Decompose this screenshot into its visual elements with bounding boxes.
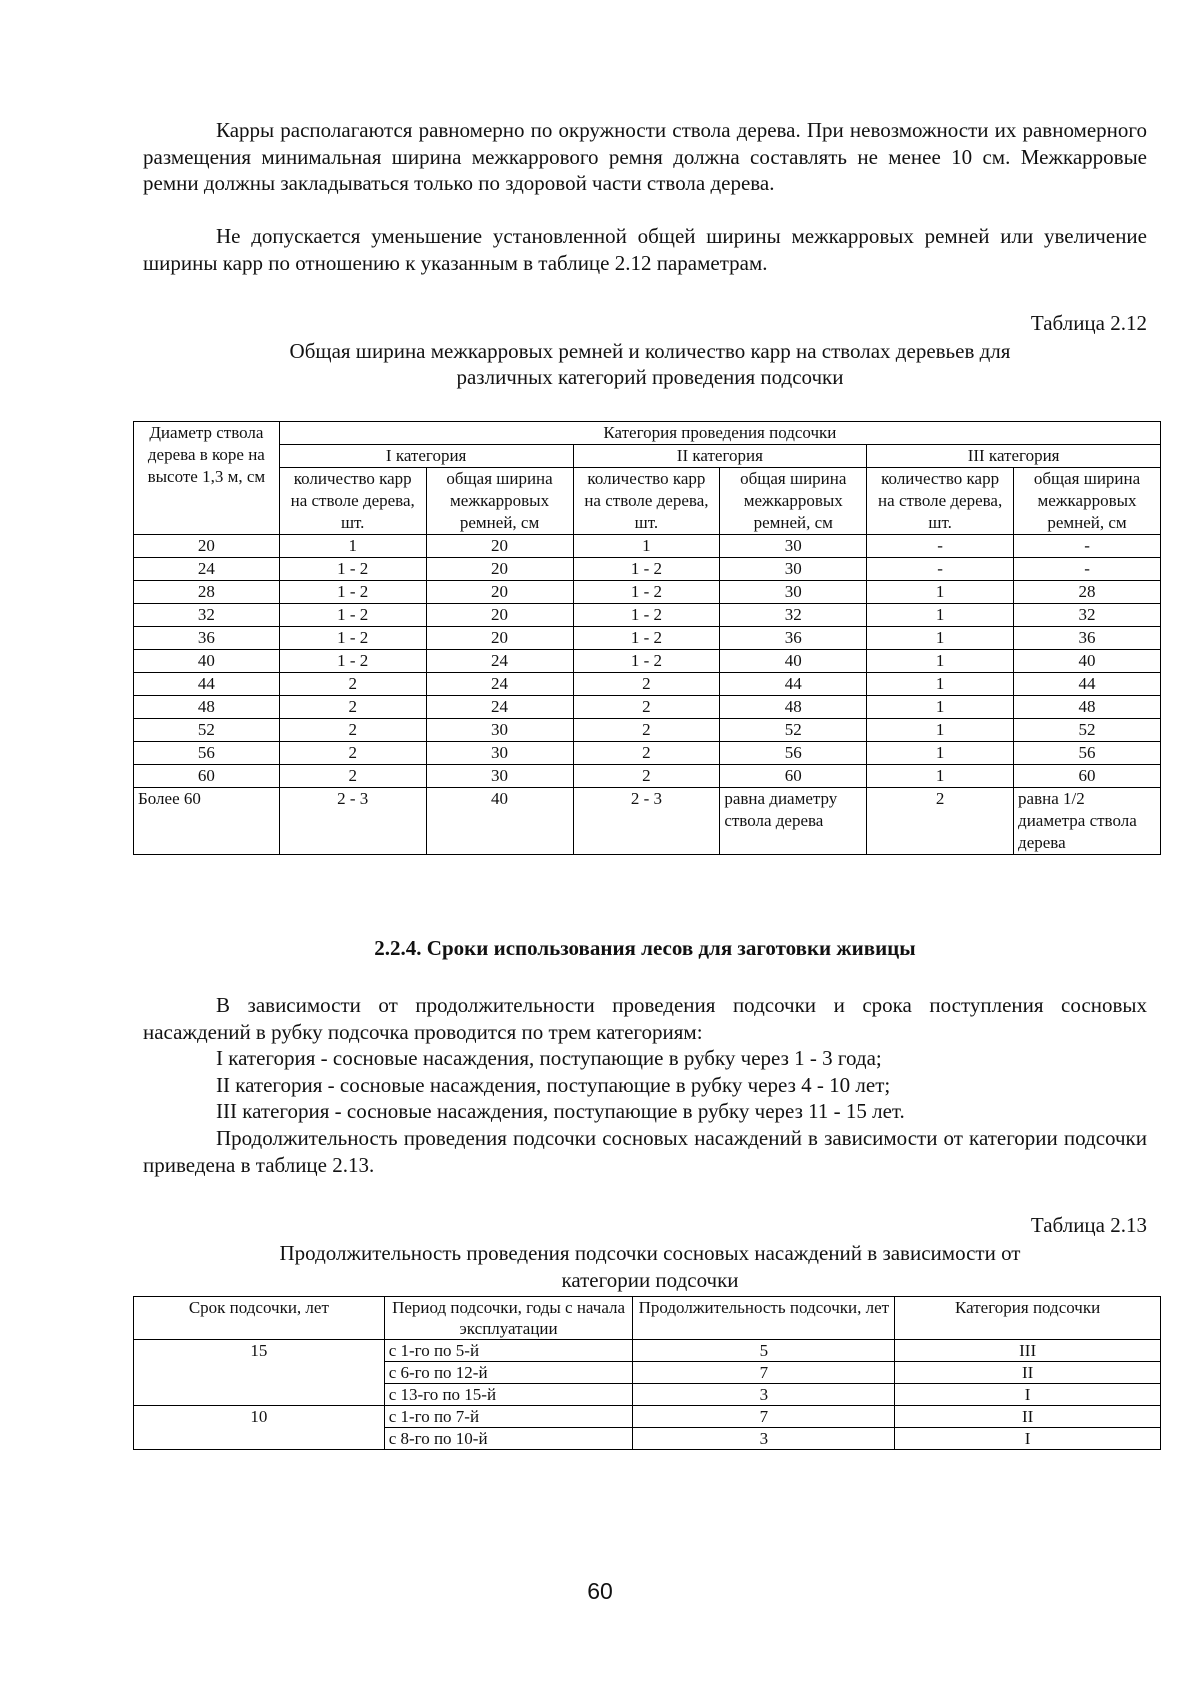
value-cell: - — [867, 535, 1014, 558]
value-cell: 1 — [867, 581, 1014, 604]
diameter-cell: 20 — [134, 535, 280, 558]
value-cell: 2 — [867, 788, 1014, 855]
value-cell: 30 — [426, 719, 573, 742]
value-cell: 60 — [1014, 765, 1161, 788]
header-category-2: II категория — [573, 445, 867, 468]
term-cell: 15 — [134, 1340, 385, 1406]
diameter-cell: 44 — [134, 673, 280, 696]
value-cell: 24 — [426, 673, 573, 696]
value-cell: 1 — [867, 696, 1014, 719]
table-2-13-body — [134, 1340, 1161, 1450]
table-2-12-caption-line-1: Общая ширина межкарровых ремней и количество карр на стволах деревьев для — [289, 339, 1011, 363]
section-heading: 2.2.4. Сроки использования лесов для заготовки живицы — [374, 936, 916, 960]
duration-cell: 7 — [633, 1362, 895, 1384]
diameter-cell: 60 — [134, 765, 280, 788]
paragraph-category-1: I категория - сосновые насаждения, поступающие в рубку через 1 - 3 года; — [216, 1046, 882, 1070]
table-2-13-caption-line-1: Продолжительность проведения подсочки сосновых насаждений в зависимости от — [279, 1241, 1021, 1265]
value-cell: 20 — [426, 627, 573, 650]
diameter-cell: 48 — [134, 696, 280, 719]
subheader-width: общая ширина межкарровых ремней, см — [1014, 468, 1161, 535]
table-row — [134, 673, 1161, 696]
category-cell: I — [895, 1384, 1161, 1406]
table-row — [134, 719, 1161, 742]
header-category-3: III категория — [867, 445, 1161, 468]
diameter-cell: 52 — [134, 719, 280, 742]
table-2-12 — [133, 421, 1161, 855]
subheader-count: количество карр на стволе дерева, шт. — [279, 468, 426, 535]
duration-cell: 3 — [633, 1428, 895, 1450]
value-cell: 1 — [867, 719, 1014, 742]
value-cell: 1 - 2 — [573, 604, 720, 627]
value-cell: 56 — [1014, 742, 1161, 765]
value-cell: 30 — [426, 742, 573, 765]
value-cell: 2 — [279, 673, 426, 696]
value-cell: 1 — [867, 604, 1014, 627]
page-number: 60 — [587, 1578, 613, 1604]
subheader-width: общая ширина межкарровых ремней, см — [426, 468, 573, 535]
value-cell: 56 — [720, 742, 867, 765]
paragraph-4: Продолжительность проведения подсочки сосновых насаждений в зависимости от категории подсочки приведена в таблице 2.13. — [143, 1126, 1147, 1177]
value-cell: 2 - 3 — [279, 788, 426, 855]
table-row — [134, 765, 1161, 788]
value-cell: 30 — [720, 581, 867, 604]
value-cell: 1 — [279, 535, 426, 558]
table-row — [134, 535, 1161, 558]
category-cell: II — [895, 1406, 1161, 1428]
category-cell: II — [895, 1362, 1161, 1384]
table-row — [134, 742, 1161, 765]
value-cell: 28 — [1014, 581, 1161, 604]
value-cell: 1 — [867, 650, 1014, 673]
table-row — [134, 650, 1161, 673]
diameter-cell: Более 60 — [134, 788, 280, 855]
value-cell: 20 — [426, 604, 573, 627]
subheader-count: количество карр на стволе дерева, шт. — [573, 468, 720, 535]
value-cell: 20 — [426, 558, 573, 581]
table-2-12-caption-line-2: различных категорий проведения подсочки — [456, 365, 844, 389]
value-cell: 2 — [573, 673, 720, 696]
table-2-13-label: Таблица 2.13 — [1030, 1213, 1147, 1237]
value-cell: 1 - 2 — [279, 650, 426, 673]
subheader-width: общая ширина межкарровых ремней, см — [720, 468, 867, 535]
table-row — [134, 558, 1161, 581]
header-category-1: I категория — [279, 445, 573, 468]
value-cell: - — [867, 558, 1014, 581]
value-cell: 2 — [279, 696, 426, 719]
value-cell: 1 - 2 — [279, 604, 426, 627]
value-cell: 1 - 2 — [573, 581, 720, 604]
paragraph-category-3: III категория - сосновые насаждения, поступающие в рубку через 11 - 15 лет. — [216, 1099, 905, 1123]
value-cell: 32 — [720, 604, 867, 627]
header-category: Категория проведения подсочки — [279, 422, 1160, 445]
diameter-cell: 40 — [134, 650, 280, 673]
value-cell: 1 - 2 — [279, 558, 426, 581]
value-cell: 52 — [720, 719, 867, 742]
value-cell: 30 — [720, 558, 867, 581]
value-cell: 2 - 3 — [573, 788, 720, 855]
value-cell: 2 — [279, 742, 426, 765]
value-cell: 1 — [867, 742, 1014, 765]
value-cell: 44 — [1014, 673, 1161, 696]
diameter-cell: 36 — [134, 627, 280, 650]
value-cell: 20 — [426, 535, 573, 558]
value-cell: 60 — [720, 765, 867, 788]
value-cell: 1 — [573, 535, 720, 558]
paragraph-category-2: II категория - сосновые насаждения, поступающие в рубку через 4 - 10 лет; — [216, 1073, 891, 1097]
value-cell: 1 - 2 — [573, 650, 720, 673]
duration-cell: 5 — [633, 1340, 895, 1362]
value-cell: 1 — [867, 627, 1014, 650]
t13-header-category: Категория подсочки — [895, 1297, 1161, 1340]
value-cell: 1 - 2 — [279, 627, 426, 650]
value-cell: 1 - 2 — [279, 581, 426, 604]
table-row — [134, 604, 1161, 627]
value-cell: 2 — [573, 696, 720, 719]
category-cell: III — [895, 1340, 1161, 1362]
value-cell: 1 - 2 — [573, 558, 720, 581]
table-row — [134, 696, 1161, 719]
value-cell: 48 — [1014, 696, 1161, 719]
value-cell: 40 — [1014, 650, 1161, 673]
period-cell: с 13-го по 15-й — [384, 1384, 633, 1406]
value-cell: 2 — [279, 719, 426, 742]
table-2-13-caption-line-2: категории подсочки — [561, 1268, 739, 1292]
value-cell: 2 — [279, 765, 426, 788]
subheader-count: количество карр на стволе дерева, шт. — [867, 468, 1014, 535]
table-2-12-body — [134, 535, 1161, 855]
value-cell: 40 — [720, 650, 867, 673]
diameter-cell: 28 — [134, 581, 280, 604]
value-cell: 30 — [720, 535, 867, 558]
table-2-13 — [133, 1296, 1161, 1450]
value-cell: 36 — [720, 627, 867, 650]
value-cell: 2 — [573, 719, 720, 742]
diameter-cell: 24 — [134, 558, 280, 581]
diameter-cell: 32 — [134, 604, 280, 627]
category-cell: I — [895, 1428, 1161, 1450]
header-diameter: Диаметр ствола дерева в коре на высоте 1,3 м, см — [134, 422, 280, 535]
value-cell: 24 — [426, 650, 573, 673]
value-cell: 1 — [867, 673, 1014, 696]
value-cell: 2 — [573, 742, 720, 765]
table-2-12-label: Таблица 2.12 — [1030, 311, 1147, 335]
value-cell: - — [1014, 558, 1161, 581]
table-row — [134, 627, 1161, 650]
t13-header-duration: Продолжительность подсочки, лет — [633, 1297, 895, 1340]
table-row — [134, 788, 1161, 855]
t13-header-term: Срок подсочки, лет — [134, 1297, 385, 1340]
paragraph-1: Карры располагаются равномерно по окружности ствола дерева. При невозможности их равномерного размещения минимальная ширина межкаррового ремня должна составлять не менее 10 см. Межкарровые ремни должны закладываться только по здоровой части ствола дерева. — [143, 118, 1147, 195]
value-cell: 1 — [867, 765, 1014, 788]
duration-cell: 7 — [633, 1406, 895, 1428]
diameter-cell: 56 — [134, 742, 280, 765]
term-cell: 10 — [134, 1406, 385, 1450]
duration-cell: 3 — [633, 1384, 895, 1406]
table-row — [134, 1340, 1161, 1362]
value-cell: 52 — [1014, 719, 1161, 742]
value-cell: 48 — [720, 696, 867, 719]
value-cell: 32 — [1014, 604, 1161, 627]
period-cell: с 1-го по 7-й — [384, 1406, 633, 1428]
period-cell: с 6-го по 12-й — [384, 1362, 633, 1384]
paragraph-2: Не допускается уменьшение установленной общей ширины межкарровых ремней или увеличение ширины карр по отношению к указанным в таблице 2.12 параметрам. — [143, 224, 1147, 275]
value-cell: 44 — [720, 673, 867, 696]
value-cell: равна 1/2 диаметра ствола дерева — [1014, 788, 1161, 855]
value-cell: 2 — [573, 765, 720, 788]
period-cell: с 1-го по 5-й — [384, 1340, 633, 1362]
value-cell: равна диаметру ствола дерева — [720, 788, 867, 855]
value-cell: 24 — [426, 696, 573, 719]
value-cell: 40 — [426, 788, 573, 855]
value-cell: 30 — [426, 765, 573, 788]
table-row — [134, 1406, 1161, 1428]
value-cell: 1 - 2 — [573, 627, 720, 650]
value-cell: 36 — [1014, 627, 1161, 650]
t13-header-period: Период подсочки, годы с начала эксплуатации — [384, 1297, 633, 1340]
value-cell: 20 — [426, 581, 573, 604]
paragraph-3: В зависимости от продолжительности проведения подсочки и срока поступления сосновых насаждений в рубку подсочка проводится по трем категориям: — [143, 993, 1147, 1044]
table-row — [134, 581, 1161, 604]
value-cell: - — [1014, 535, 1161, 558]
period-cell: с 8-го по 10-й — [384, 1428, 633, 1450]
